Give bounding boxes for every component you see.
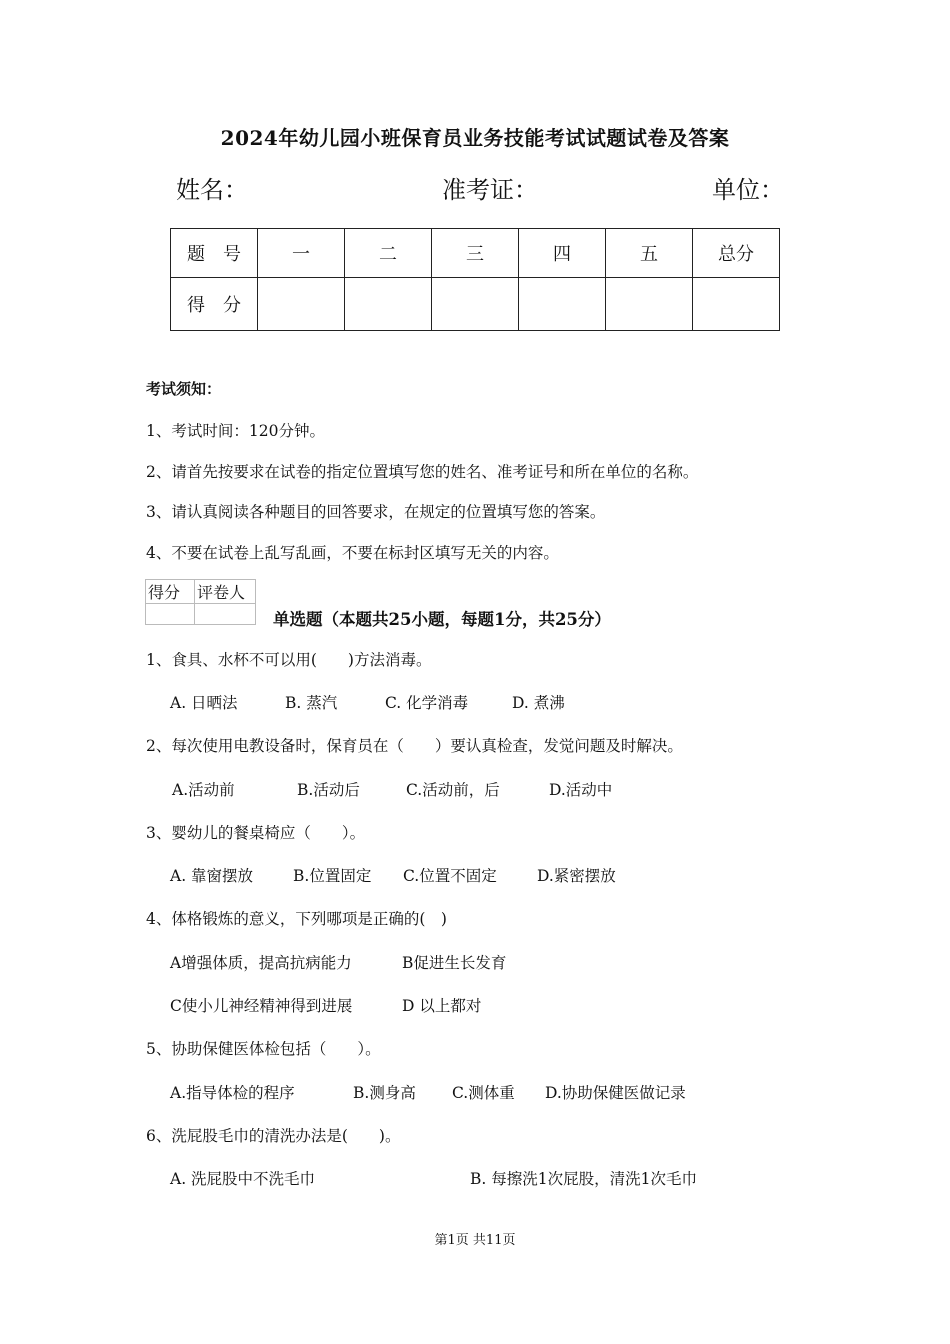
answer-option: A.指导体检的程序 xyxy=(170,1084,295,1102)
answer-option: B.活动后 xyxy=(297,781,360,799)
score-header-cell: 一 xyxy=(258,229,345,278)
exam-id-field-label: 准考证： xyxy=(442,176,538,204)
answer-option: B.位置固定 xyxy=(293,867,372,885)
section-title: 单选题（本题共25小题，每题1分，共25分） xyxy=(273,610,611,629)
score-table-header-row xyxy=(171,229,780,278)
answer-option: C.活动前，后 xyxy=(406,781,500,799)
score-table xyxy=(170,228,780,331)
answer-option: C.测体重 xyxy=(452,1084,515,1102)
answer-option: A. 洗屁股中不洗毛巾 xyxy=(170,1170,316,1188)
question-text: 4、体格锻炼的意义，下列哪项是正确的( ) xyxy=(146,910,447,928)
answer-option: C.位置不固定 xyxy=(403,867,497,885)
answer-option: C. 化学消毒 xyxy=(385,694,469,712)
question-text: 5、协助保健医体检包括（ ）。 xyxy=(146,1040,381,1058)
score-cell[interactable] xyxy=(258,278,345,331)
answer-option: A. 日晒法 xyxy=(170,694,238,712)
question-text: 2、每次使用电教设备时，保育员在（ ）要认真检查，发觉问题及时解决。 xyxy=(146,737,683,755)
answer-option: A.活动前 xyxy=(172,781,235,799)
score-table-score-row xyxy=(171,278,780,331)
answer-option: B促进生长发育 xyxy=(402,954,507,972)
score-header-cell: 四 xyxy=(519,229,606,278)
score-header-cell: 三 xyxy=(432,229,519,278)
notice-item: 1、考试时间：120分钟。 xyxy=(146,422,325,440)
question-text: 6、洗屁股毛巾的清洗办法是( )。 xyxy=(146,1127,401,1145)
grader-box xyxy=(145,579,256,625)
score-row-label: 得 分 xyxy=(171,278,258,331)
score-cell[interactable] xyxy=(606,278,693,331)
question-text: 1、食具、水杯不可以用( )方法消毒。 xyxy=(146,651,432,669)
notice-item: 3、请认真阅读各种题目的回答要求，在规定的位置填写您的答案。 xyxy=(146,503,606,521)
answer-option: B. 蒸汽 xyxy=(285,694,338,712)
name-field-label: 姓名： xyxy=(176,176,248,204)
answer-option: B.测身高 xyxy=(353,1084,416,1102)
answer-option: D.紧密摆放 xyxy=(537,867,616,885)
notice-item: 2、请首先按要求在试卷的指定位置填写您的姓名、准考证号和所在单位的名称。 xyxy=(146,463,699,481)
question-text: 3、婴幼儿的餐桌椅应（ ）。 xyxy=(146,824,366,842)
answer-option: A增强体质，提高抗病能力 xyxy=(170,954,352,972)
notice-heading: 考试须知： xyxy=(146,380,222,398)
answer-option: A. 靠窗摆放 xyxy=(170,867,254,885)
answer-option: C使小儿神经精神得到进展 xyxy=(170,997,353,1015)
score-header-cell: 题 号 xyxy=(171,229,258,278)
unit-field-label: 单位： xyxy=(712,176,784,204)
answer-option: B. 每擦洗1次屁股，清洗1次毛巾 xyxy=(470,1170,697,1188)
score-cell[interactable] xyxy=(345,278,432,331)
notice-item: 4、不要在试卷上乱写乱画，不要在标封区填写无关的内容。 xyxy=(146,544,559,562)
score-header-cell: 五 xyxy=(606,229,693,278)
score-header-cell: 总分 xyxy=(693,229,780,278)
grader-score-cell[interactable] xyxy=(146,604,195,625)
score-cell[interactable] xyxy=(693,278,780,331)
score-cell[interactable] xyxy=(432,278,519,331)
grader-name-label: 评卷人 xyxy=(195,580,256,604)
page-title: 2024年幼儿园小班保育员业务技能考试试题试卷及答案 xyxy=(220,126,730,150)
answer-option: D. 煮沸 xyxy=(512,694,565,712)
page-footer: 第1页 共11页 xyxy=(434,1233,516,1248)
grader-score-label: 得分 xyxy=(146,580,195,604)
answer-option: D 以上都对 xyxy=(402,997,482,1015)
answer-option: D.协助保健医做记录 xyxy=(545,1084,686,1102)
score-header-cell: 二 xyxy=(345,229,432,278)
answer-option: D.活动中 xyxy=(549,781,613,799)
grader-name-cell[interactable] xyxy=(195,604,256,625)
score-cell[interactable] xyxy=(519,278,606,331)
